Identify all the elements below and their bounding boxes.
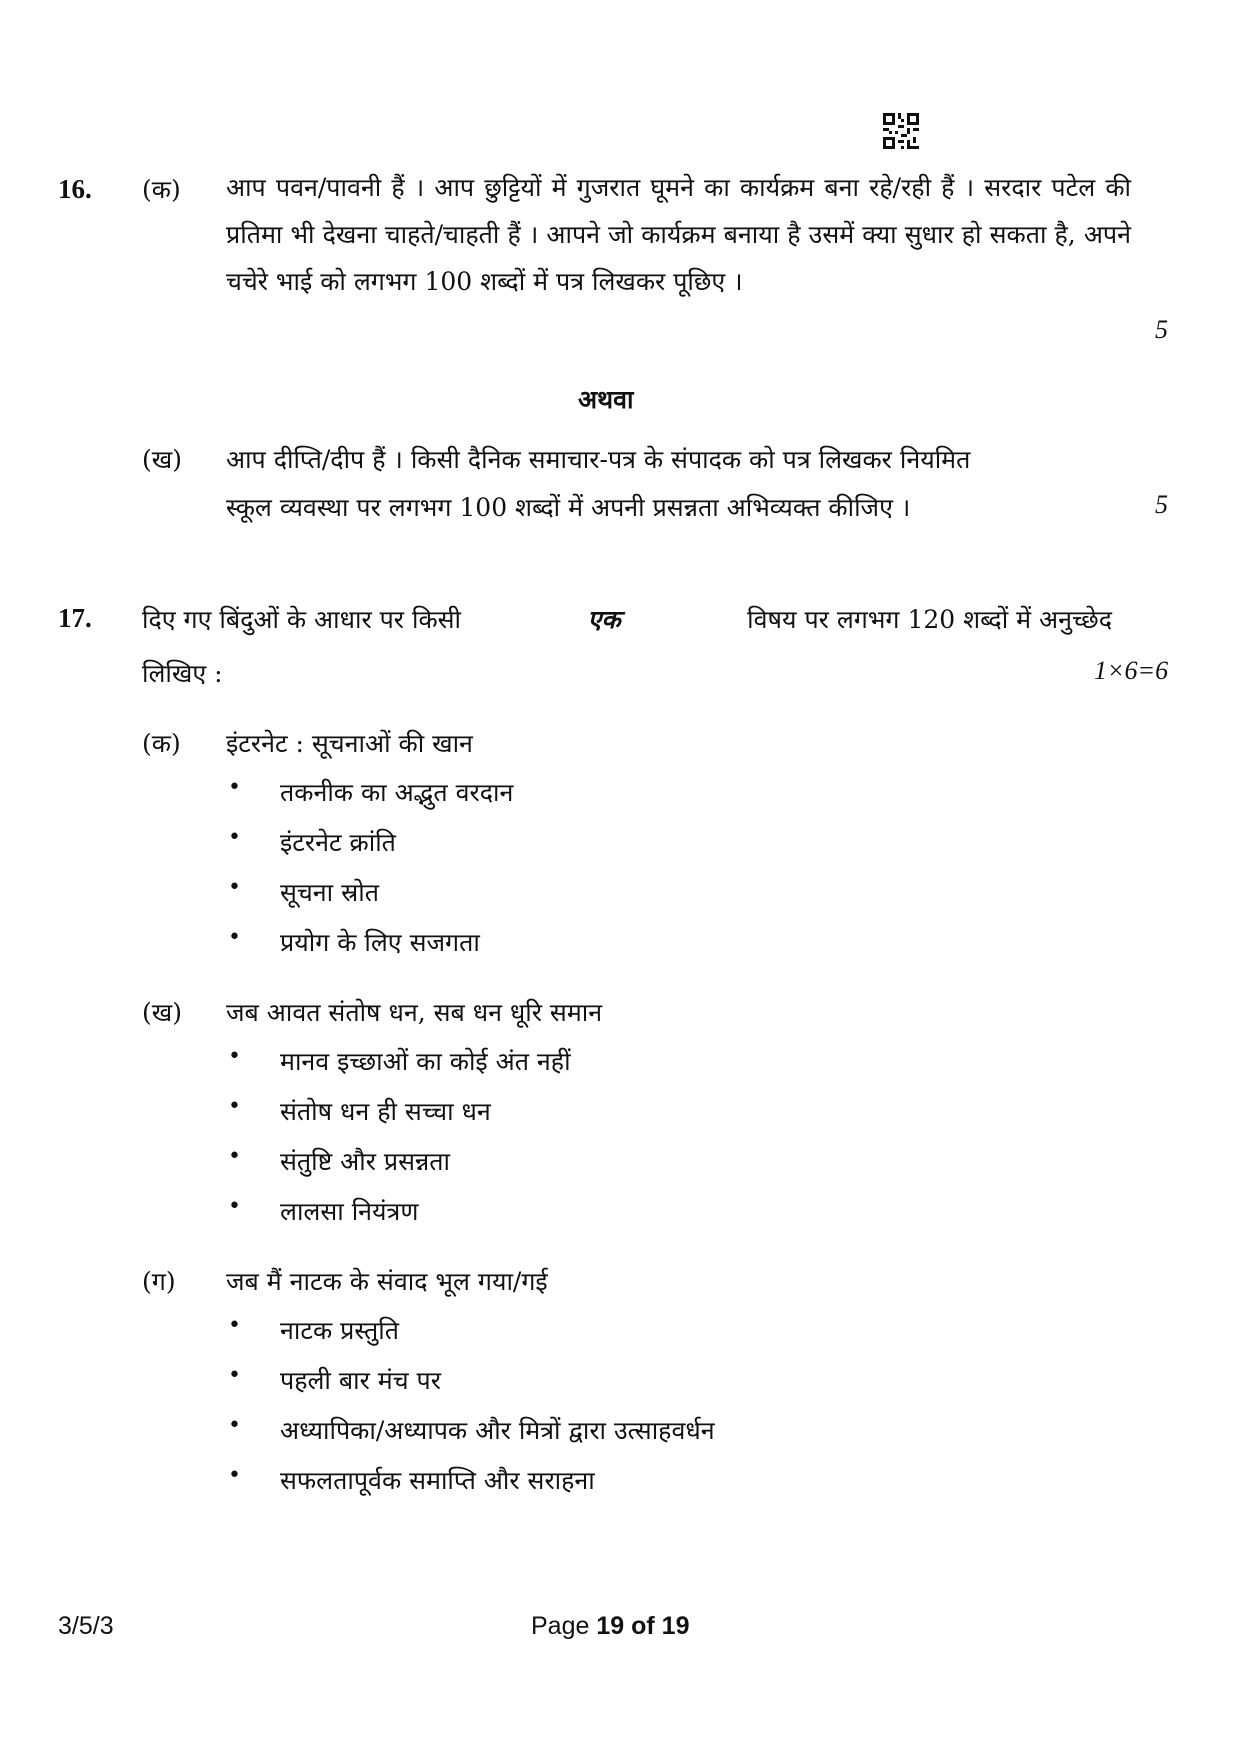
option-a-point xyxy=(228,775,514,809)
question-17-intro-emphasis: एक xyxy=(587,605,621,634)
bullet-icon: • xyxy=(228,1413,241,1438)
option-c-point xyxy=(228,1413,715,1447)
question-16b-line-2: स्कूल व्यवस्था पर लगभग 100 शब्दों में अपनी प्रसन्नता अभिव्यक्त कीजिए । xyxy=(226,493,911,522)
point-text: पहली बार मंच पर xyxy=(280,1366,441,1395)
bullet-icon: • xyxy=(228,775,241,800)
question-16a-label: (क) xyxy=(142,175,181,204)
bullet-icon: • xyxy=(228,1194,241,1219)
question-16b-marks: 5 xyxy=(1155,490,1168,519)
question-16-number: 16. xyxy=(58,174,92,204)
option-c-title: जब मैं नाटक के संवाद भूल गया/गई xyxy=(226,1267,548,1296)
bullet-icon: • xyxy=(228,1044,241,1069)
point-text: सूचना स्रोत xyxy=(280,878,379,907)
bullet-icon: • xyxy=(228,925,241,950)
option-a-point xyxy=(228,825,396,859)
point-text: प्रयोग के लिए सजगता xyxy=(280,928,480,957)
question-17-marks: 1×6=6 xyxy=(1094,656,1169,685)
question-17-intro-line-2: लिखिए : xyxy=(142,659,223,688)
point-text: मानव इच्छाओं का कोई अंत नहीं xyxy=(280,1047,571,1076)
option-b-title: जब आवत संतोष धन, सब धन धूरि समान xyxy=(226,998,603,1027)
point-text: नाटक प्रस्तुति xyxy=(280,1316,400,1345)
bullet-icon: • xyxy=(228,1313,241,1338)
option-c-point xyxy=(228,1313,400,1347)
question-17-number: 17. xyxy=(58,603,92,633)
qr-code-icon xyxy=(883,113,919,149)
or-separator: अथवा xyxy=(578,385,634,414)
bullet-icon: • xyxy=(228,825,241,850)
bullet-icon: • xyxy=(228,1363,241,1388)
option-b-point xyxy=(228,1044,571,1078)
point-text: तकनीक का अद्भुत वरदान xyxy=(280,778,514,807)
point-text: सफलतापूर्वक समाप्ति और सराहना xyxy=(280,1466,595,1495)
page-number xyxy=(531,1612,689,1641)
page-prefix: Page xyxy=(531,1612,590,1640)
paper-code: 3/5/3 xyxy=(58,1612,114,1640)
point-text: लालसा नियंत्रण xyxy=(280,1197,419,1226)
option-c-point xyxy=(228,1363,441,1397)
question-17-intro-before: दिए गए बिंदुओं के आधार पर किसी xyxy=(142,605,462,634)
bullet-icon: • xyxy=(228,1463,241,1488)
bullet-icon: • xyxy=(228,1144,241,1169)
option-c-label: (ग) xyxy=(142,1267,176,1296)
question-16a-text: आप पवन/पावनी हैं । आप छुट्टियों में गुजरात घूमने का कार्यक्रम बना रहे/रही हैं । सरदार पटेल की प्रतिमा भी देखना चाहते/चाहती हैं । आपने जो कार्यक्रम बनाया है उसमें क्या सुधार हो सकता है, अपने चचेरे भाई को लगभग 100 शब्दों में पत्र लिखकर पूछिए । xyxy=(226,173,1131,296)
option-c-point xyxy=(228,1463,595,1497)
bullet-icon: • xyxy=(228,1094,241,1119)
option-a-point xyxy=(228,925,480,959)
option-a-point xyxy=(228,875,379,909)
page-total: 19 xyxy=(661,1612,690,1640)
option-b-point xyxy=(228,1094,491,1128)
question-16a-marks: 5 xyxy=(1155,315,1168,344)
point-text: संतुष्टि और प्रसन्नता xyxy=(280,1147,451,1176)
point-text: अध्यापिका/अध्यापक और मित्रों द्वारा उत्साहवर्धन xyxy=(280,1416,715,1445)
question-16b-line-1: आप दीप्ति/दीप हैं । किसी दैनिक समाचार-पत्र के संपादक को पत्र लिखकर नियमित xyxy=(226,445,971,474)
option-b-point xyxy=(228,1194,419,1228)
question-17-intro-after: विषय पर लगभग 120 शब्दों में अनुच्छेद xyxy=(747,605,1112,634)
bullet-icon: • xyxy=(228,875,241,900)
point-text: संतोष धन ही सच्चा धन xyxy=(280,1097,491,1126)
option-a-label: (क) xyxy=(142,729,181,758)
option-b-label: (ख) xyxy=(142,998,182,1027)
point-text: इंटरनेट क्रांति xyxy=(280,828,396,857)
page-current: 19 xyxy=(596,1612,625,1640)
option-b-point xyxy=(228,1144,451,1178)
option-a-title: इंटरनेट : सूचनाओं की खान xyxy=(226,729,473,758)
page-of: of xyxy=(631,1612,655,1640)
question-16b-label: (ख) xyxy=(142,445,182,474)
question-17-intro-line-1 xyxy=(142,602,1112,636)
